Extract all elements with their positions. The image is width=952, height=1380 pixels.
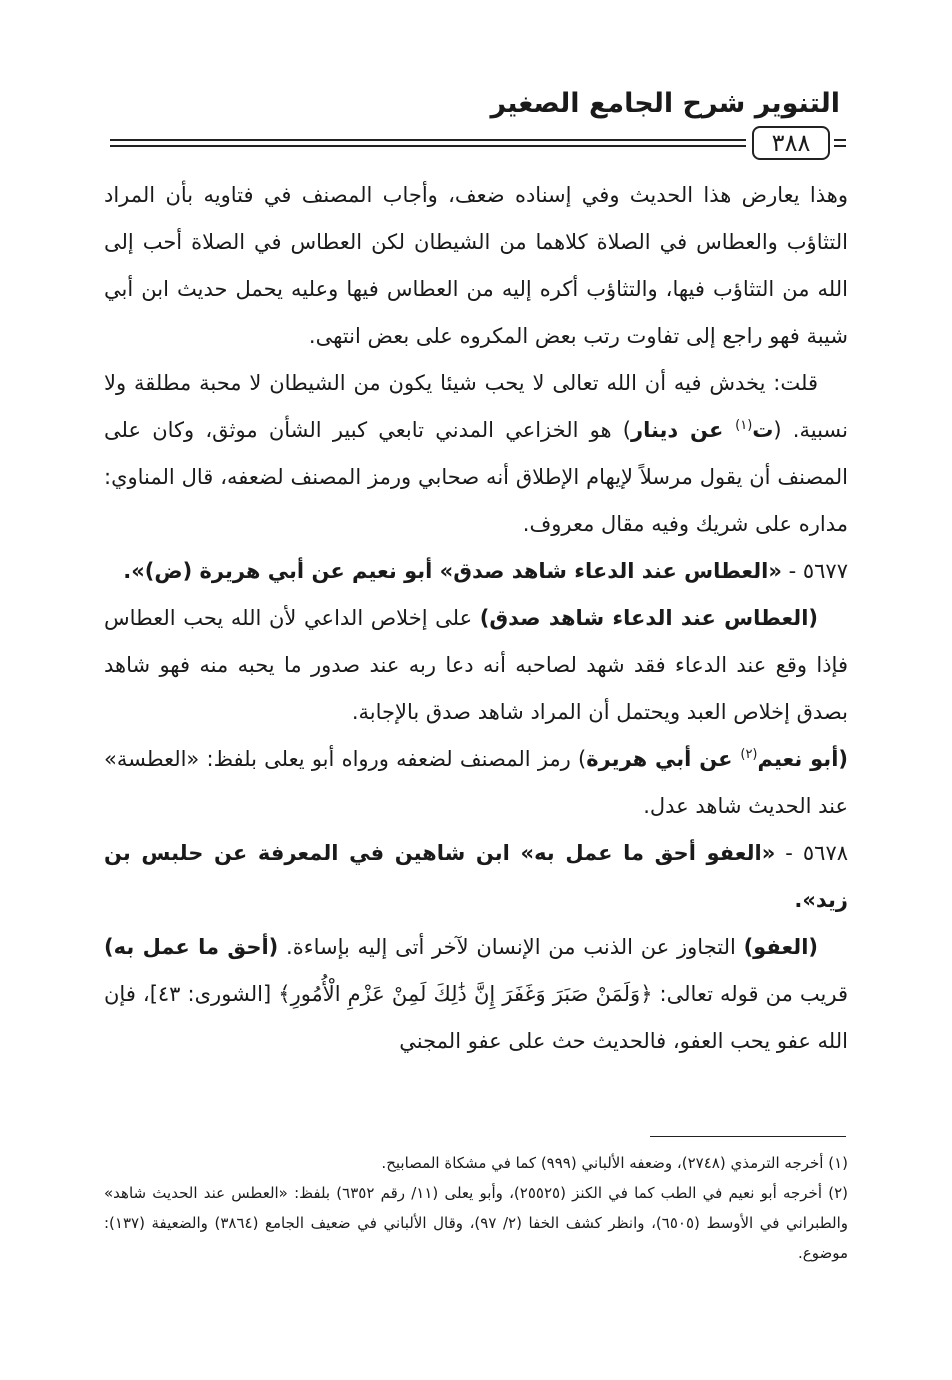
hadith-number: ٥٦٧٧ -	[781, 559, 848, 583]
quoted-matn: (العطاس عند الدعاء شاهد صدق)	[479, 606, 818, 630]
hadith-text: «العفو أحق ما عمل به» ابن شاهين في المعرفة عن حلبس بن زيد».	[104, 841, 848, 912]
narrator-name: عن دينار	[630, 418, 736, 442]
paragraph-commentary-3	[104, 595, 848, 736]
footnotes	[104, 1148, 848, 1268]
quoted-matn: (العفو)	[743, 935, 818, 959]
header-rule-tick	[834, 139, 846, 147]
paragraph-commentary-1: وهذا يعارض هذا الحديث وفي إسناده ضعف، وأجاب المصنف في فتاويه بأن المراد التثاؤب والعطاس في الصلاة كلاهما من الشيطان لكن العطاس في الصلاة أحب إلى الله من التثاؤب فيها، والتثاؤب أكره إليه من العطاس فيها وعليه يحمل حديث ابن أبي شيبة فهو راجع إلى تفاوت رتب بعض المكروه على بعض انتهى.	[104, 183, 848, 348]
main-text	[104, 172, 848, 1065]
text-run: على إخلاص الداعي لأن الله يحب العطاس فإذا وقع عند الدعاء فقد شهد لصاحبه أنه دعا ربه عند صدور ما يحبه منه فهو شاهد بصدق إخلاص العبد ويحتمل أن المراد شاهد صدق بالإجابة.	[104, 606, 848, 724]
narrator-name: عن أبي هريرة	[586, 747, 741, 771]
text-run: قلت: يخدش فيه أن الله تعالى لا يحب شيئا يكون من الشيطان لا محبة مطلقة ولا نسبية. (	[104, 371, 848, 442]
hadith-heading-5678	[104, 830, 848, 924]
paragraph-commentary-5	[104, 924, 848, 1065]
hadith-heading-5677	[104, 548, 848, 595]
text-run: قريب من قوله تعالى: ﴿وَلَمَنْ صَبَرَ وَغَفَرَ إِنَّ ذَٰلِكَ لَمِنْ عَزْمِ الْأُمُورِ﴾ [الشورى: ٤٣]، فإن الله عفو يحب العفو، فالحديث حث على عفو المجني	[104, 982, 848, 1053]
text-run: التجاوز عن الذنب من الإنسان لآخر أتى إليه بإساءة.	[278, 935, 744, 959]
source-abbreviation: ت	[752, 418, 774, 442]
paragraph-commentary-2	[104, 360, 848, 548]
footnote-marker-2: (٢)	[740, 747, 758, 762]
footnote-separator	[650, 1136, 846, 1137]
text-run: ) رمز المصنف لضعفه ورواه أبو يعلى بلفظ: «العطسة» عند الحديث شاهد عدل.	[104, 747, 848, 818]
page-number: ٣٨٨	[752, 126, 830, 160]
source-name: (أبو نعيم	[757, 747, 848, 771]
running-title: التنوير شرح الجامع الصغير	[490, 88, 840, 119]
hadith-text: «العطاس عند الدعاء شاهد صدق» أبو نعيم عن أبي هريرة (ض)».	[123, 559, 782, 583]
footnote-2: (٢) أخرجه أبو نعيم في الطب كما في الكنز (٢٥٥٢٥)، وأبو يعلى (١١/ رقم ٦٣٥٢) بلفظ: «العطس عند الحديث شاهد» والطبراني في الأوسط (٦٥٠٥)، وانظر كشف الخفا (٢/ ٩٧)، وقال الألباني في ضعيف الجامع (٣٨٦٤) والضعيفة (١٣٧): موضوع.	[104, 1184, 848, 1262]
quoted-matn: (أحق ما عمل به)	[104, 935, 279, 959]
footnote-marker-1: (١)	[735, 418, 753, 433]
footnote-1: (١) أخرجه الترمذي (٢٧٤٨)، وضعفه الألباني (٩٩٩) كما في مشكاة المصابيح.	[381, 1154, 848, 1172]
text-run: ) هو الخزاعي المدني تابعي كبير الشأن موثق، وكان على المصنف أن يقول مرسلاً لإيهام الإطلاق أنه صحابي ورمز المصنف لضعفه، قال المناوي: مداره على شريك وفيه مقال معروف.	[104, 418, 848, 536]
hadith-number: ٥٦٧٨ -	[775, 841, 849, 865]
paragraph-commentary-4	[104, 736, 848, 830]
header-double-rule	[110, 139, 746, 147]
